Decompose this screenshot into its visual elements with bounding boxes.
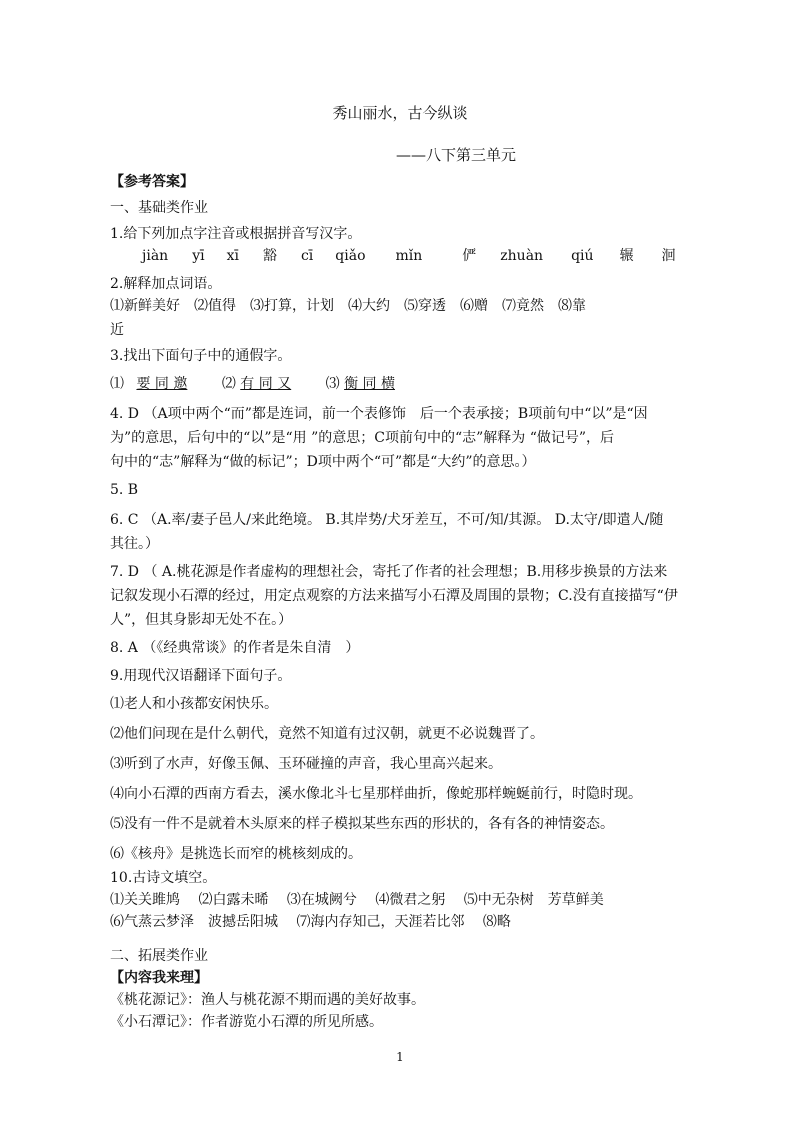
q3-item-2: 有 同 又 [240,376,292,392]
question-4-line-3: 句中的“志”解释为“做的标记”；D项中两个“可”都是“大约”的意思。） [110,454,536,470]
question-9-answer: ⑹《核舟》是挑选长而窄的桃核刻成的。 [110,846,362,862]
question-1-answer-item: xī [226,248,239,264]
section-extension-heading: 二、拓展类作业 [110,948,208,964]
question-5: 5. B [110,482,139,498]
question-9-answer: ⑵他们问现在是什么朝代，竟然不知道有过汉朝，就更不必说魏晋了。 [110,726,544,742]
content-summary-2: 《小石潭记》：作者游览小石潭的所见所感。 [110,1014,383,1030]
page-subtitle: ——八下第三单元 [396,146,517,164]
question-9-answer: ⑸没有一件不是就着木头原来的样子模拟某些东西的形状的，各有各的神情姿态。 [110,816,614,832]
question-4-line-1: 4. D （A项中两个“而”都是连词，前一个表修饰 后一个表承接；B项前句中“以”是“因 [110,406,648,422]
question-9-answer: ⑴老人和小孩都安闲快乐。 [110,696,278,712]
question-2-answer-line-2: 近 [110,322,124,338]
question-1-answer-item: jiàn [142,248,169,264]
question-7-line-2: 记叙发现小石潭的经过，用定点观察的方法来描写小石潭及周围的景物；C.没有直接描写“伊 [110,588,678,604]
answer-heading: 【参考答案】 [110,174,194,190]
question-9-answer: ⑷向小石潭的西南方看去，溪水像北斗七星那样曲折，像蛇那样蜿蜒前行，时隐时现。 [110,786,642,802]
q3-item-1-number: ⑴ [110,376,124,392]
question-1-answers [118,246,676,266]
q3-item-3: 衡 同 横 [344,376,395,392]
q3-item-2-number: ⑵ [221,376,236,392]
question-10: 10.古诗文填空。 [110,870,217,886]
question-1-answer-item: qiú [571,248,594,264]
question-1-answer-item: 俨 [462,248,477,264]
question-2: 2.解释加点词语。 [110,276,222,292]
question-1: 1.给下列加点字注音或根据拼音写汉字。 [110,226,362,242]
question-4-line-2: 为”的意思，后句中的“以”是“用 ”的意思；C项前句中的“志”解释为 “做记号”，后 [110,430,615,446]
question-1-answer-item: 豁 [262,248,277,264]
question-1-answer-item: yī [192,248,205,264]
section-basic-heading: 一、基础类作业 [110,200,208,216]
question-3: 3.找出下面句子中的通假字。 [110,348,292,364]
q3-item-3-number: ⑶ [325,376,340,392]
question-1-answer-item: zhuàn [500,248,544,264]
question-6-line-1: 6. C （A.率/妻子邑人/来此绝境。 B.其岸势/犬牙差互，不可/知/其源。 D.太守/即遣人/随 [110,512,664,528]
question-7-line-1: 7. D （ A.桃花源是作者虚构的理想社会，寄托了作者的社会理想；B.用移步换景的方法来 [110,564,668,580]
question-3-answers [110,374,395,394]
question-1-answer-item: qiǎo [335,248,366,264]
question-1-answer-item: mǐn [395,248,423,264]
question-1-answer-item: cī [300,248,314,264]
question-7-line-3: 人”，但其身影却无处不在。） [110,612,293,628]
question-1-answer-item: 辗 [619,248,634,264]
question-8: 8. A （《经典常谈》的作者是朱自清 ） [110,640,360,656]
question-1-answer-item: 洄 [661,248,676,264]
question-10-answer-line-2: ⑹气蒸云梦泽 波撼岳阳城 ⑺海内存知己，天涯若比邻 ⑻略 [110,914,511,930]
question-6-line-2: 其往。） [110,536,159,552]
question-9: 9.用现代汉语翻译下面句子。 [110,668,292,684]
question-2-answer-line-1: ⑴新鲜美好 ⑵值得 ⑶打算，计划 ⑷大约 ⑸穿透 ⑹赠 ⑺竟然 ⑻靠 [110,298,586,314]
content-heading: 【内容我来理】 [110,970,208,986]
q3-item-1: 要 同 邀 [136,376,188,392]
content-summary-1: 《桃花源记》：渔人与桃花源不期而遇的美好故事。 [110,992,425,1008]
question-10-answer-line-1: ⑴关关雎鸠 ⑵白露未晞 ⑶在城阙兮 ⑷微君之躬 ⑸中无杂树 芳草鲜美 [110,892,604,908]
question-9-answer: ⑶听到了水声，好像玉佩、玉环碰撞的声音，我心里高兴起来。 [110,756,502,772]
page-title: 秀山丽水，古今纵谈 [332,104,468,122]
page-number: 1 [396,1050,404,1064]
